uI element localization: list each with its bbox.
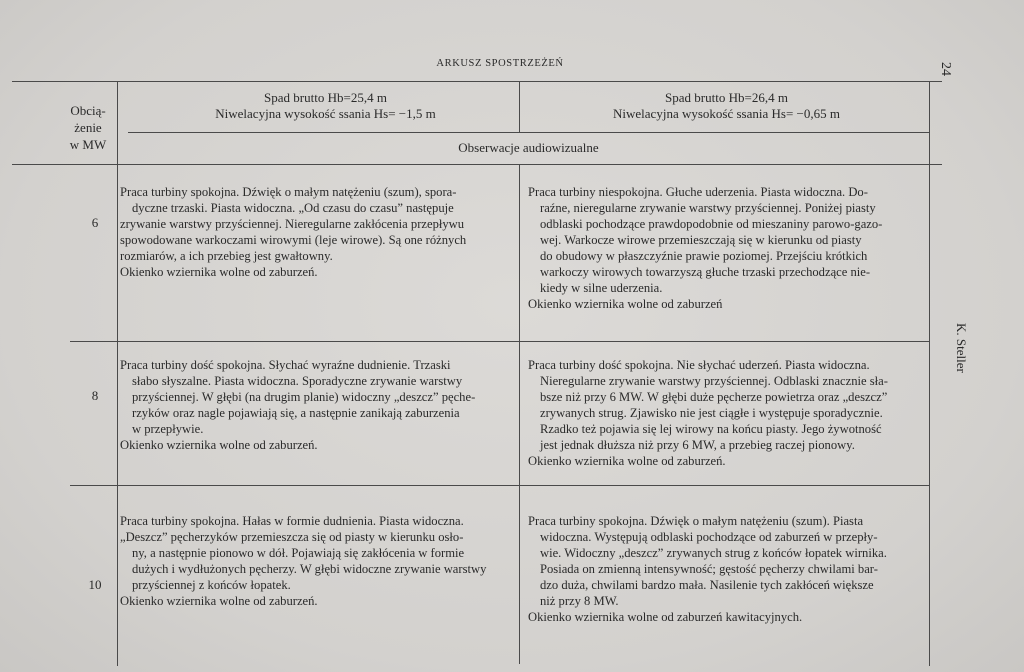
text-line: Praca turbiny dość spokojna. Nie słychać uderzeń. Piasta widoczna. [528, 358, 870, 372]
text-line: Praca turbiny spokojna. Hałas w formie dudnienia. Piasta widoczna. [120, 514, 464, 528]
text-line: przyściennej. W głębi (na drugim planie) widoczny „deszcz” pęche- [132, 390, 476, 404]
text-line: dyczne trzaski. Piasta widoczna. „Od czasu do czasu” następuje [132, 201, 454, 215]
header-bottom-rule [12, 164, 942, 165]
load-value: 6 [91, 215, 99, 230]
text-line: Okienko wziernika wolne od zaburzeń. [120, 594, 318, 608]
page-number: 24 [938, 62, 953, 76]
header-b-suction: Niwelacyjna wysokość ssania Hs= −0,65 m [613, 106, 840, 121]
text-line: słabo słyszalne. Piasta widoczna. Sporadyczne zrywanie warstwy [132, 374, 463, 388]
text-line: Praca turbiny spokojna. Dźwięk o małym natężeniu (szum). Piasta [528, 514, 864, 528]
header-case-a [128, 90, 523, 122]
load-header-line: w MW [69, 137, 107, 152]
table-top-rule [12, 81, 942, 82]
load-value: 8 [91, 388, 99, 403]
text-line: Okienko wziernika wolne od zaburzeń. [120, 265, 318, 279]
observation-case-b [528, 357, 926, 469]
text-line: kiedy w silne uderzenia. [540, 281, 663, 295]
text-line: Praca turbiny niespokojna. Głuche uderzenia. Piasta widoczna. Do- [528, 185, 868, 199]
column-rule-middle [519, 164, 520, 664]
header-mid-rule [128, 132, 929, 133]
text-line: „Deszcz” pęcherzyków przemieszcza się od piasty w kierunku osło- [120, 530, 464, 544]
text-line: wej. Warkocze wirowe przemieszczają się w kierunku od piasty [540, 233, 862, 247]
load-header [60, 102, 116, 153]
header-b-head: Spad brutto Hb=26,4 m [665, 90, 788, 105]
text-line: dzo duża, chwilami bardzo mała. Nasilenie tych zakłóceń większe [540, 578, 874, 592]
text-line: rozmiarów, a ich przebieg jest gwałtowny. [120, 249, 333, 263]
author-name: K. Steller [954, 323, 969, 373]
text-line: Okienko wziernika wolne od zaburzeń. [528, 454, 726, 468]
text-line: Okienko wziernika wolne od zaburzeń [528, 297, 723, 311]
header-case-b [524, 90, 929, 122]
load-header-line: żenie [74, 120, 102, 135]
text-line: Rzadko też pojawia się lej wirowy na końcu piasty. Jego żywotność [540, 422, 882, 436]
text-line: rzyków oraz nagle pojawiają się, a następnie zanikają zaburzenia [132, 406, 460, 420]
text-line: zrywanych strug. Zjawisko nie jest ciągłe i występuje sporadycznie. [540, 406, 883, 420]
text-line: odblaski pochodzące prawdopodobnie od mieszaniny parowo-gazo- [540, 217, 883, 231]
text-line: warkoczy wirowych towarzyszą głuche trzaski przechodzące nie- [540, 265, 871, 279]
observation-case-b [528, 184, 926, 312]
text-line: Okienko wziernika wolne od zaburzeń kawitacyjnych. [528, 610, 803, 624]
text-line: Praca turbiny dość spokojna. Słychać wyraźne dudnienie. Trzaski [120, 358, 451, 372]
load-value: 10 [88, 577, 102, 592]
load-header-line: Obcią- [70, 103, 106, 118]
text-line: przyściennej z końców łopatek. [132, 578, 291, 592]
text-line: Posiada on zmienną intensywność; gęstość pęcherzy chwilami bar- [540, 562, 878, 576]
text-line: dużych i wydłużonych pęcherzy. W głębi widoczne zrywanie warstwy [132, 562, 487, 576]
observation-case-a [120, 513, 513, 609]
text-line: zrywanie warstwy przyściennej. Nieregularne zakłócenia przepływu [120, 217, 465, 231]
text-line: Praca turbiny spokojna. Dźwięk o małym natężeniu (szum), spora- [120, 185, 457, 199]
text-line: ny, a następnie pionowo w dół. Pojawiają się zakłócenia w formie [132, 546, 465, 560]
text-line: Nieregularne zrywanie warstwy przyściennej. Odblaski znacznie sła- [540, 374, 888, 388]
row-divider [70, 485, 930, 486]
text-line: do obudowy w płaszczyźnie prawie poziomej. Przejściu krótkich [540, 249, 868, 263]
observation-case-a [120, 184, 513, 280]
text-line: widoczna. Występują odblaski pochodzące od zaburzeń w przepły- [540, 530, 878, 544]
text-line: niż przy 8 MW. [540, 594, 619, 608]
text-line: spowodowane warkoczami wirowymi (leje wirowe). Są one różnych [120, 233, 467, 247]
observations-header: Obserwacje audiowizualne [458, 140, 599, 155]
sheet-title: ARKUSZ SPOSTRZEŻEŃ [436, 58, 564, 69]
text-line: raźne, nieregularne zrywanie warstwy przyściennej. Poniżej piasty [540, 201, 876, 215]
text-line: wie. Widoczny „deszcz” zrywanych strug z końców łopatek wirnika. [540, 546, 887, 560]
header-a-head: Spad brutto Hb=25,4 m [264, 90, 387, 105]
text-line: Okienko wziernika wolne od zaburzeń. [120, 438, 318, 452]
text-line: bsze niż przy 6 MW. W głębi duże pęcherze powietrza oraz „deszcz” [540, 390, 888, 404]
text-line: w przepływie. [132, 422, 204, 436]
text-line: jest jednak dłuższa niż przy 6 MW, a przebieg raczej pionowy. [540, 438, 855, 452]
header-a-suction: Niwelacyjna wysokość ssania Hs= −1,5 m [215, 106, 436, 121]
row-divider [70, 341, 930, 342]
column-rule-right [929, 81, 930, 666]
observation-case-b [528, 513, 926, 625]
observation-case-a [120, 357, 513, 453]
